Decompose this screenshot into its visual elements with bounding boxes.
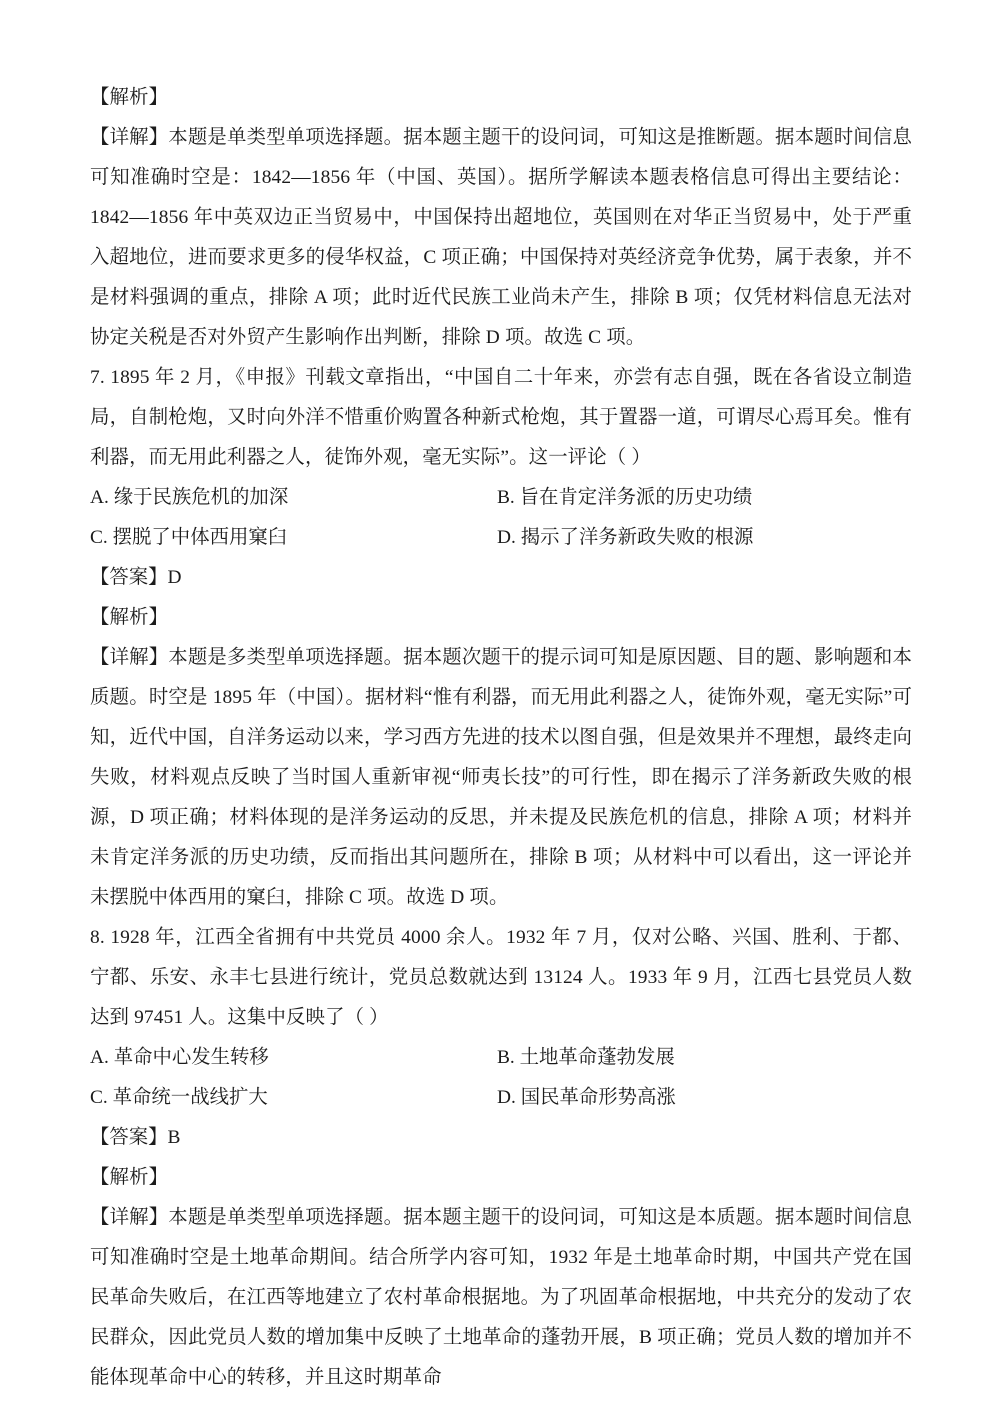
q6-detail-paragraph: 【详解】本题是单类型单项选择题。据本题主题干的设问词，可知这是推断题。据本题时间信息可知准确时空是：1842—1856 年（中国、英国）。据所学解读本题表格信息可得出主要结论：1842—1856 年中英双边正当贸易中，中国保持出超地位，英国则在对华正当贸易中，处于严重入超地位，进而要求更多的侵华权益，C 项正确；中国保持对英经济竞争优势，属于表象，并不是材料强调的重点，排除 A 项；此时近代民族工业尚未产生，排除 B 项；仅凭材料信息无法对协定关税是否对外贸产生影响作出判断，排除 D 项。故选 C 项。: [90, 127, 912, 348]
question-7-analysis-label: 【解析】: [90, 607, 169, 628]
question-7-stem: 7. 1895 年 2 月，《申报》刊载文章指出，“中国自二十年来，亦尝有志自强，既在各省设立制造局，自制枪炮，又时向外洋不惜重价购置各种新式枪炮，其于置器一道，可谓尽心焉耳矣。惟有利器，而无用此利器之人，徒饰外观，毫无实际”。这一评论（ ）: [90, 367, 912, 468]
question-8-stem: 8. 1928 年，江西全省拥有中共党员 4000 余人。1932 年 7 月，仅对公略、兴国、胜利、于都、宁都、乐安、永丰七县进行统计，党员总数就达到 13124 人。1933 年 9 月，江西七县党员人数达到 97451 人。这集中反映了（ ）: [90, 927, 912, 1028]
option-row: [90, 518, 912, 558]
question-7-options: [90, 478, 912, 558]
option-b[interactable]: B. 旨在肯定洋务派的历史功绩: [497, 487, 753, 508]
option-d[interactable]: D. 揭示了洋务新政失败的根源: [497, 527, 754, 548]
option-a[interactable]: A. 革命中心发生转移: [90, 1047, 269, 1068]
option-b[interactable]: B. 土地革命蓬勃发展: [497, 1047, 675, 1068]
question-8-options: [90, 1038, 912, 1118]
question-7-answer: 【答案】D: [90, 567, 182, 588]
option-d[interactable]: D. 国民革命形势高涨: [497, 1087, 676, 1108]
option-c[interactable]: C. 革命统一战线扩大: [90, 1087, 268, 1108]
option-row: [90, 478, 912, 518]
option-row: [90, 1078, 912, 1118]
option-row: [90, 1038, 912, 1078]
question-8-detail-paragraph: 【详解】本题是单类型单项选择题。据本题主题干的设问词，可知这是本质题。据本题时间信息可知准确时空是土地革命期间。结合所学内容可知，1932 年是土地革命时期，中国共产党在国民革命失败后，在江西等地建立了农村革命根据地。为了巩固革命根据地，中共充分的发动了农民群众，因此党员人数的增加集中反映了土地革命的蓬勃开展，B 项正确；党员人数的增加并不能体现革命中心的转移，并且这时期革命: [90, 1207, 912, 1388]
question-8-analysis-label: 【解析】: [90, 1167, 169, 1188]
option-a[interactable]: A. 缘于民族危机的加深: [90, 487, 289, 508]
question-7-detail-paragraph: 【详解】本题是多类型单项选择题。据本题次题干的提示词可知是原因题、目的题、影响题和本质题。时空是 1895 年（中国）。据材料“惟有利器，而无用此利器之人，徒饰外观，毫无实际”可知，近代中国，自洋务运动以来，学习西方先进的技术以图自强，但是效果并不理想，最终走向失败，材料观点反映了当时国人重新审视“师夷长技”的可行性，即在揭示了洋务新政失败的根源，D 项正确；材料体现的是洋务运动的反思，并未提及民族危机的信息，排除 A 项；材料并未肯定洋务派的历史功绩，反而指出其问题所在，排除 B 项；从材料中可以看出，这一评论并未摆脱中体西用的窠臼，排除 C 项。故选 D 项。: [90, 647, 912, 908]
option-c[interactable]: C. 摆脱了中体西用窠臼: [90, 527, 288, 548]
document-body: [90, 78, 912, 1398]
q6-analysis-label: 【解析】: [90, 87, 169, 108]
question-8-answer: 【答案】B: [90, 1127, 181, 1148]
